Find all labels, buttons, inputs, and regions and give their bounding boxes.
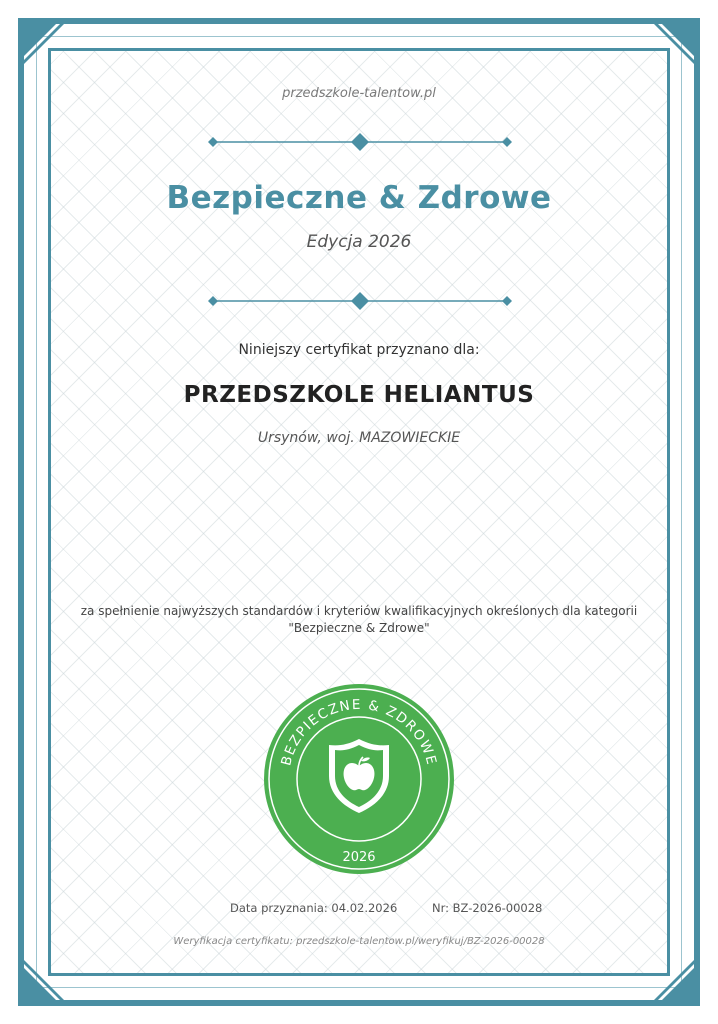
- seal-year: 2026: [342, 850, 376, 865]
- website-link: przedszkole-talentow.pl: [282, 86, 436, 101]
- certificate-number: Nr: BZ-2026-00028: [432, 901, 543, 915]
- certificate-title: Bezpieczne & Zdrowe: [166, 180, 552, 216]
- award-seal: [262, 682, 456, 876]
- bottom-divider: [205, 291, 515, 311]
- edition-label: Edycja 2026: [306, 232, 412, 252]
- criteria-line-2: "Bezpieczne & Zdrowe": [288, 621, 430, 635]
- award-date: Data przyznania: 04.02.2026: [230, 901, 398, 915]
- recipient-location: Ursynów, woj. MAZOWIECKIE: [257, 430, 461, 446]
- recipient-name: PRZEDSZKOLE HELIANTUS: [183, 382, 535, 408]
- intro-text: Niniejszy certyfikat przyznano dla:: [238, 342, 480, 358]
- criteria-text: [0, 603, 718, 637]
- top-divider: [205, 132, 515, 152]
- criteria-line-1: za spełnienie najwyższych standardów i kryteriów kwalifikacyjnych określonych dla kategorii: [80, 604, 638, 618]
- verification-link: Weryfikacja certyfikatu: przedszkole-talentow.pl/weryfikuj/BZ-2026-00028: [173, 936, 545, 947]
- seal-arc-text: BEZPIECZNE & ZDROWE: [278, 696, 440, 768]
